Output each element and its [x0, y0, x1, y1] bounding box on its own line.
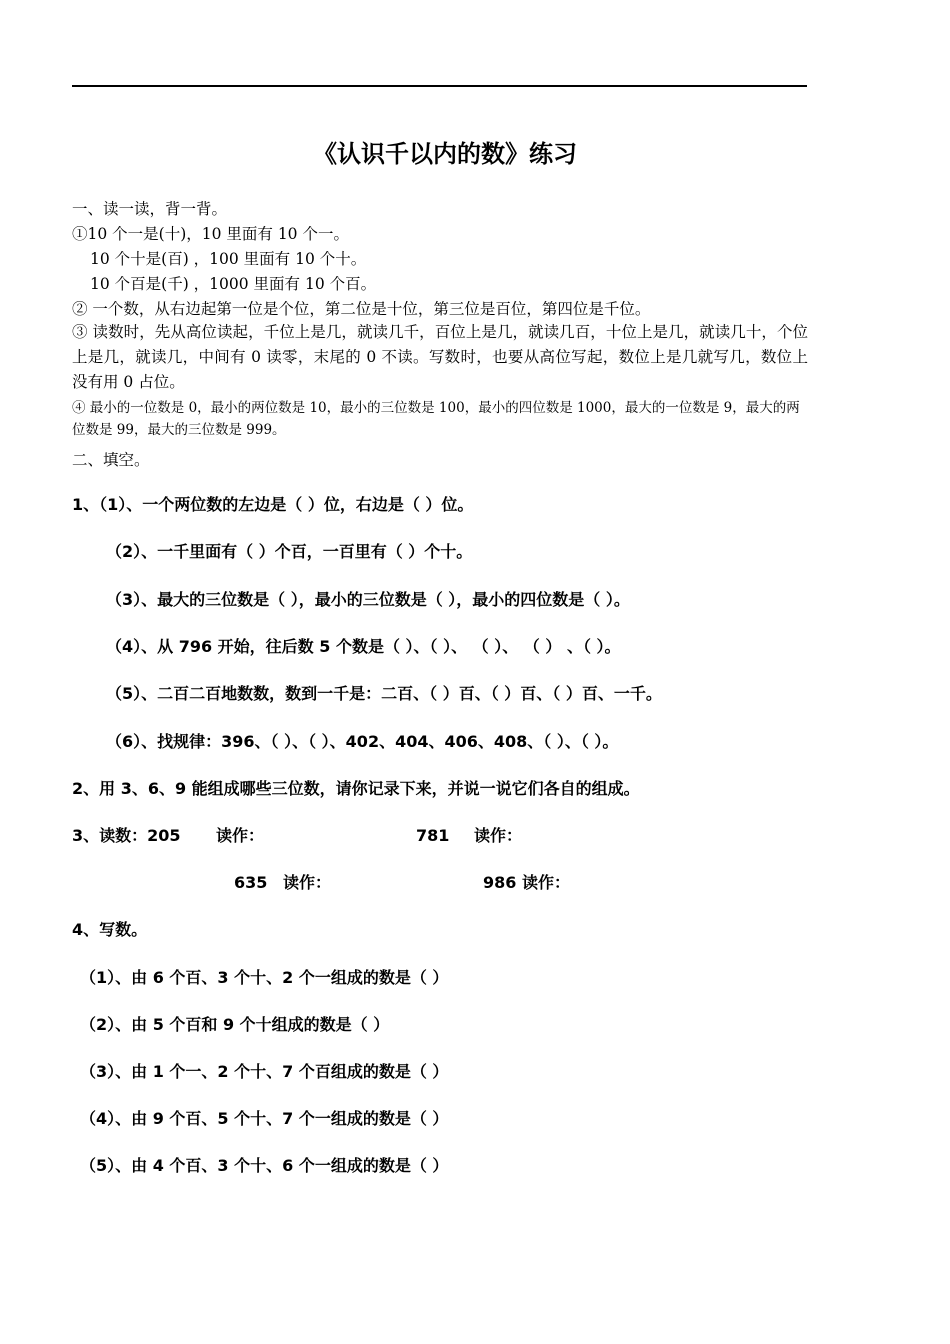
- question-1-2: （2）、一千里面有（ ）个百，一百里有（ ）个十。: [106, 542, 473, 561]
- rule3: ③ 读数时，先从高位读起，千位上是几，就读几千，百位上是几，就读几百，十位上是几，就读几十，个位上是几，就读几，中间有 0 读零，末尾的 0 不读。写数时，也要从高位写起，数位上是几就写几，数位上没有用 0 占位。: [72, 323, 808, 391]
- header-rule: [72, 85, 807, 87]
- rule2: ② 一个数，从右边起第一位是个位，第二位是十位，第三位是百位，第四位是千位。: [72, 300, 651, 318]
- number-781: 781: [416, 826, 450, 845]
- page-title: 《认识千以内的数》练习: [313, 140, 577, 168]
- read-as-label-3: 读作：: [283, 873, 332, 892]
- section1-heading: 一、读一读，背一背。: [72, 200, 228, 218]
- read-as-label-1: 读作：: [216, 826, 265, 845]
- read-as-label-4: 读作：: [522, 873, 571, 892]
- question-4-5: （5）、由 4 个百、3 个十、6 个一组成的数是（ ）: [80, 1156, 449, 1175]
- question-1-3: （3）、最大的三位数是（ ），最小的三位数是（ ），最小的四位数是（ ）。: [106, 590, 630, 609]
- question-1-5: （5）、二百二百地数数，数到一千是：二百、（ ）百、（ ）百、（ ）百、一千。: [106, 684, 662, 703]
- question-1-1: 1、（1）、一个两位数的左边是（ ）位，右边是（ ）位。: [72, 495, 474, 514]
- rule1-line1: ①10 个一是(十)，10 里面有 10 个一。: [72, 225, 349, 243]
- section2-heading: 二、填空。: [72, 451, 150, 469]
- rule4: ④ 最小的一位数是 0，最小的两位数是 10，最小的三位数是 100，最小的四位数是 1000，最大的一位数是 9，最大的两位数是 99，最大的三位数是 999。: [72, 400, 800, 438]
- question-4-1: （1）、由 6 个百、3 个十、2 个一组成的数是（ ）: [80, 968, 449, 987]
- question-4-2: （2）、由 5 个百和 9 个十组成的数是（ ）: [80, 1015, 390, 1034]
- rule1-line2: 10 个十是(百) ，100 里面有 10 个十。: [90, 250, 367, 268]
- read-as-label-2: 读作：: [474, 826, 523, 845]
- question-1-6: （6）、找规律：396、（ ）、（ ）、402、404、406、408、（ ）、（ ）。: [106, 732, 619, 751]
- number-986: 986: [483, 873, 517, 892]
- question-2: 2、用 3、6、9 能组成哪些三位数，请你记录下来，并说一说它们各自的组成。: [72, 779, 640, 798]
- number-635: 635: [234, 873, 268, 892]
- question-4-4: （4）、由 9 个百、5 个十、7 个一组成的数是（ ）: [80, 1109, 449, 1128]
- question-3-label: 3、读数：205: [72, 826, 181, 845]
- question-1-4: （4）、从 796 开始，往后数 5 个数是（ ）、（ ）、 （ ）、 （ ） 、（ ）。: [106, 637, 621, 656]
- question-4-heading: 4、写数。: [72, 920, 148, 939]
- question-4-3: （3）、由 1 个一、2 个十、7 个百组成的数是（ ）: [80, 1062, 449, 1081]
- rule1-line3: 10 个百是(千) ，1000 里面有 10 个百。: [90, 275, 377, 293]
